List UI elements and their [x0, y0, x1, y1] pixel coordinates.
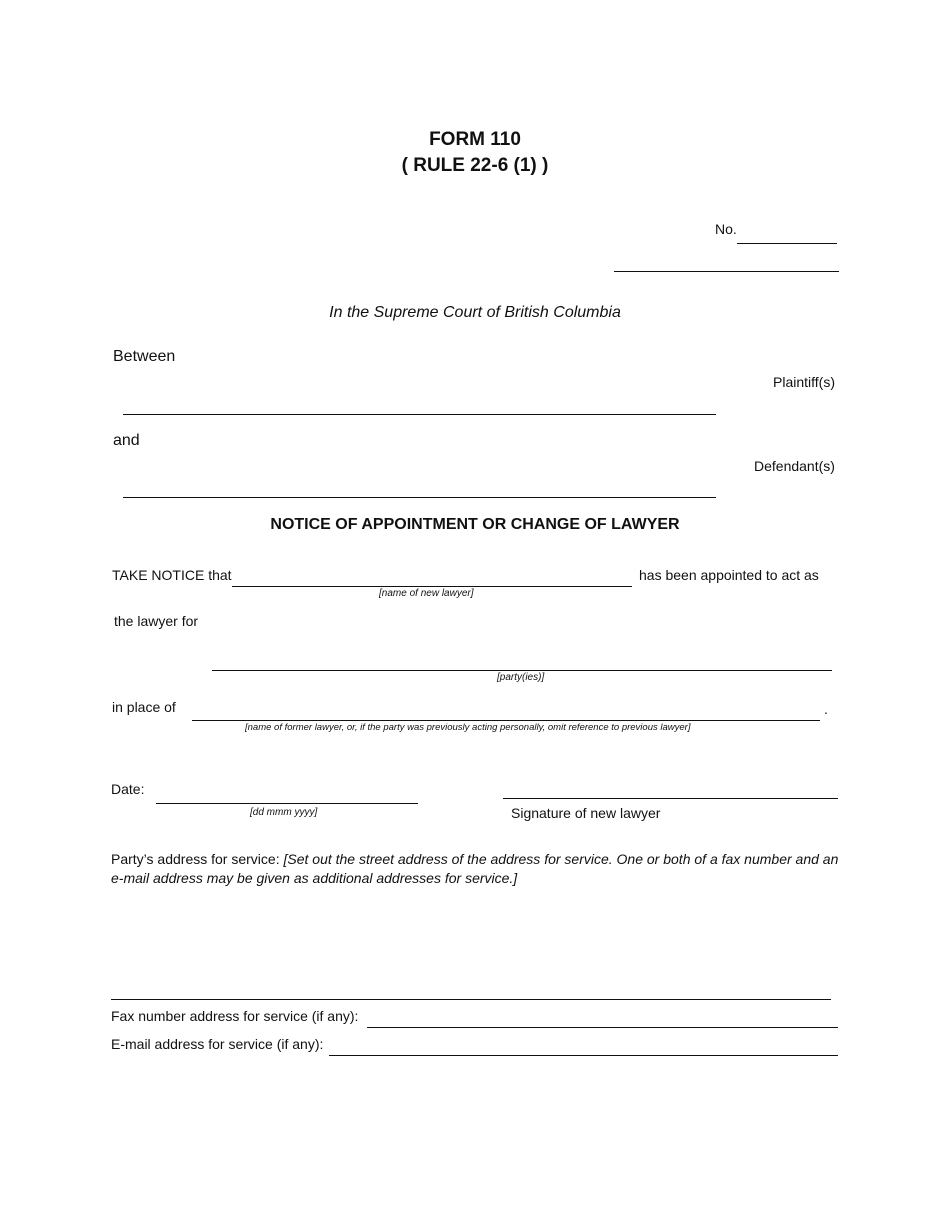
address-field[interactable] — [111, 999, 831, 1000]
address-for-service-text — [111, 850, 839, 888]
appointed-text: has been appointed to act as — [639, 567, 819, 583]
defendant-name-field[interactable] — [123, 497, 716, 498]
date-label: Date: — [111, 781, 145, 797]
plaintiff-label: Plaintiff(s) — [773, 374, 835, 390]
between-label: Between — [113, 348, 176, 365]
new-lawyer-hint: [name of new lawyer] — [379, 588, 474, 599]
fax-field[interactable] — [367, 1027, 838, 1028]
notice-title: NOTICE OF APPOINTMENT OR CHANGE OF LAWYER — [270, 516, 680, 533]
period-mark: . — [824, 701, 828, 717]
email-label: E-mail address for service (if any): — [111, 1036, 324, 1052]
and-label: and — [113, 432, 140, 449]
court-registry-field[interactable] — [614, 271, 839, 272]
court-name: In the Supreme Court of British Columbia — [329, 304, 621, 321]
email-field[interactable] — [329, 1055, 838, 1056]
former-lawyer-hint: [name of former lawyer, or, if the party was previously acting personally, omit reference to previous lawyer] — [245, 722, 691, 733]
address-label: Party’s address for service: — [111, 851, 280, 867]
former-lawyer-field[interactable] — [192, 720, 820, 721]
defendant-label: Defendant(s) — [754, 458, 835, 474]
court-file-no-label: No. — [715, 221, 737, 237]
lawyer-for-label: the lawyer for — [114, 613, 199, 629]
fax-label: Fax number address for service (if any): — [111, 1008, 359, 1024]
in-place-of-label: in place of — [112, 699, 176, 715]
court-file-no-field[interactable] — [737, 243, 837, 244]
form-rule: ( RULE 22-6 (1) ) — [401, 155, 549, 176]
take-notice-label: TAKE NOTICE that — [112, 567, 232, 583]
signature-label: Signature of new lawyer — [511, 805, 661, 821]
parties-hint: [party(ies)] — [497, 672, 545, 683]
plaintiff-name-field[interactable] — [123, 414, 716, 415]
date-hint: [dd mmm yyyy] — [250, 807, 318, 818]
form-number: FORM 110 — [429, 129, 521, 150]
signature-field[interactable] — [503, 798, 838, 799]
parties-field[interactable] — [212, 670, 832, 671]
address-instructions: [Set out the street address of the address for service. One or both of a fax number and an e-mail address may be given as additional addresses for service.] — [111, 851, 839, 886]
new-lawyer-name-field[interactable] — [232, 586, 632, 587]
date-field[interactable] — [156, 803, 418, 804]
